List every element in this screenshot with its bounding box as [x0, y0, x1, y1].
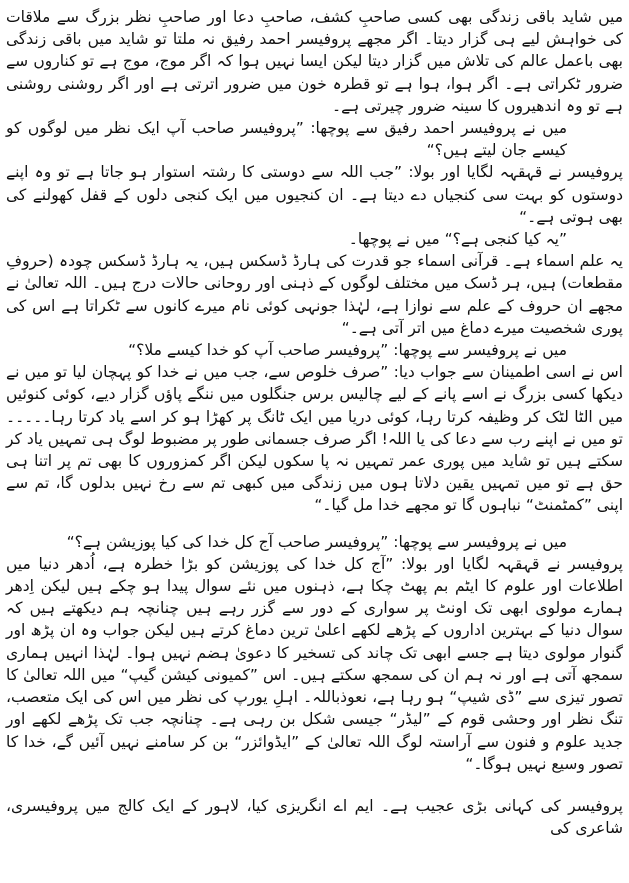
paragraph-answer-keys: پروفیسر نے قہقہہ لگایا اور بولا: ”جب اللہ سے دوستی کا رشتہ استوار ہو جاتا ہے تو وہ اپنے دوستوں کو بہت سی کنجیاں دے دیتا ہے۔ ان کنجیوں میں ایک کنجی دلوں کے قفل کھولنے کی بھی ہوتی ہے۔“ — [6, 163, 623, 226]
paragraph-answer-god-position: پروفیسر نے قہقہہ لگایا اور بولا: ”آج کل خدا کی پوزیشن کو بڑا خطرہ ہے، اُدھر دنیا میں اطلاعات اور علوم کا ایٹم بم پھٹ چکا ہے، ذہنوں میں نئے سوال پیدا ہو چکے ہیں لیکن اِدھر ہمارے مولوی ابھی تک اونٹ پر سواری کے دور سے گزر رہے ہیں چنانچہ ہم دیکھتے ہیں کہ سوال دنیا کے بہترین اداروں کے پڑھے لکھے اعلیٰ ترین دماغ کرتے ہیں لیکن جواب وہ ان پڑھ اور گنوار مولوی دیتا ہے جسے ابھی تک چاند کی تسخیر کا دعویٰ ہضم نہیں ہوا۔ لہٰذا انہیں ہماری سمجھ آتی ہے اور نہ ہم ان کی سمجھ سکتے ہیں۔ اس ”کمیونی کیشن گیپ“ میں اللہ تعالیٰ کا تصور تیزی سے ”ڈی شیپ“ ہو رہا ہے، نعوذباللہ۔ اہلِ یورپ کی نظر میں اس کی ایک متعصب، تنگ نظر اور وحشی قوم کے ”لیڈر“ جیسی شکل بن رہی ہے۔ چنانچہ جب تک پڑھے لکھے اور جدید علوم و فنون سے آراستہ لوگ اللہ تعالیٰ کے ”ایڈوائزر“ بن کر سامنے نہیں آئیں گے، خدا کا تصور وسیع نہیں ہوگا۔“ — [6, 554, 623, 773]
paragraph-question-found-god: میں نے پروفیسر سے پوچھا: ”پروفیسر صاحب آپ کو خدا کیسے ملا؟“ — [128, 341, 567, 360]
document-page — [6, 6, 623, 839]
paragraph-question-god-position: میں نے پروفیسر سے پوچھا: ”پروفیسر صاحب آج کل خدا کی کیا پوزیشن ہے؟“ — [66, 532, 567, 551]
paragraph-answer-ilm-asma: یہ علم اسماء ہے۔ قرآنی اسماء جو قدرت کی ہارڈ ڈسکس ہیں، یہ ہارڈ ڈسکس چودہ (حروفِ مقطعات) ہیں، ہر ڈسک میں مختلف لوگوں کے ذہنی اور روحانی حالات درج ہیں۔ اللہ تعالیٰ نے مجھے ان حروف کے علم سے نوازا ہے، لہٰذا جونہی کوئی نام میرے کانوں سے ٹکراتا ہے اس کی پوری شخصیت میرے دماغ میں اتر آتی ہے۔“ — [6, 252, 623, 337]
paragraph-professor-story: پروفیسر کی کہانی بڑی عجیب ہے۔ ایم اے انگریزی کیا، لاہور کے ایک کالج میں پروفیسری، شاعری کی — [6, 796, 623, 838]
paragraph-answer-sincerity: اس نے اسی اطمینان سے جواب دیا: ”صرف خلوص سے، جب میں نے خدا کو پہچان لیا تو میں نے دیکھا کسی بزرگ نے اسے پانے کے لیے چالیس برس جنگلوں میں ننگے پاؤں گزار دیے، کوئی کنوئیں میں الٹا لٹک کر وظیفہ کرتا رہا، کوئی دریا میں ایک ٹانگ پر کھڑا ہو کر اسے یاد کرتا رہا۔۔۔۔۔ تو میں نے اپنے رب سے دعا کی یا اللہ! اگر صرف جسمانی طور پر مضبوط لوگ ہی تمہیں یاد کر سکتے ہیں تو شاید میں پوری عمر تمہیں نہ پا سکوں لیکن اگر کمزوروں کا بھی تم پر اتنا ہی حق ہے تو میں تمہیں یقین دلاتا ہوں میں زندگی میں کبھی تم سے رخ نہیں بدلوں گا، تم سے اپنی ”کمٹمنٹ“ نباہوں گا تو مجھے خدا مل گیا۔“ — [6, 363, 623, 515]
paragraph-question-people: میں نے پروفیسر احمد رفیق سے پوچھا: ”پروفیسر صاحب آپ ایک نظر میں لوگوں کو کیسے جان لیتے ہیں؟“ — [6, 119, 567, 160]
paragraph-intro: میں شاید باقی زندگی بھی کسی صاحبِ کشف، صاحبِ دعا اور صاحبِ نظر بزرگ سے ملاقات کی خواہش لیے ہی گزار دیتا۔ اگر مجھے پروفیسر احمد رفیق نہ ملتا تو شاید میں باقی زندگی بھی باعمل عالم کی تلاش میں گزار دیتا لیکن ایسا نہیں ہوا کہ اگر موج، موج ہے تو کناروں سے ضرور ٹکراتی ہے۔ اگر ہوا، ہوا ہے تو قطرہ خون میں ضرور اترتی ہے اور اگر روشنی روشنی ہے تو وہ اندھیروں کا سینہ ضرور چیرتی ہے۔ — [6, 8, 623, 115]
paragraph-question-key: ”یہ کیا کنجی ہے؟“ میں نے پوچھا۔ — [348, 230, 567, 249]
